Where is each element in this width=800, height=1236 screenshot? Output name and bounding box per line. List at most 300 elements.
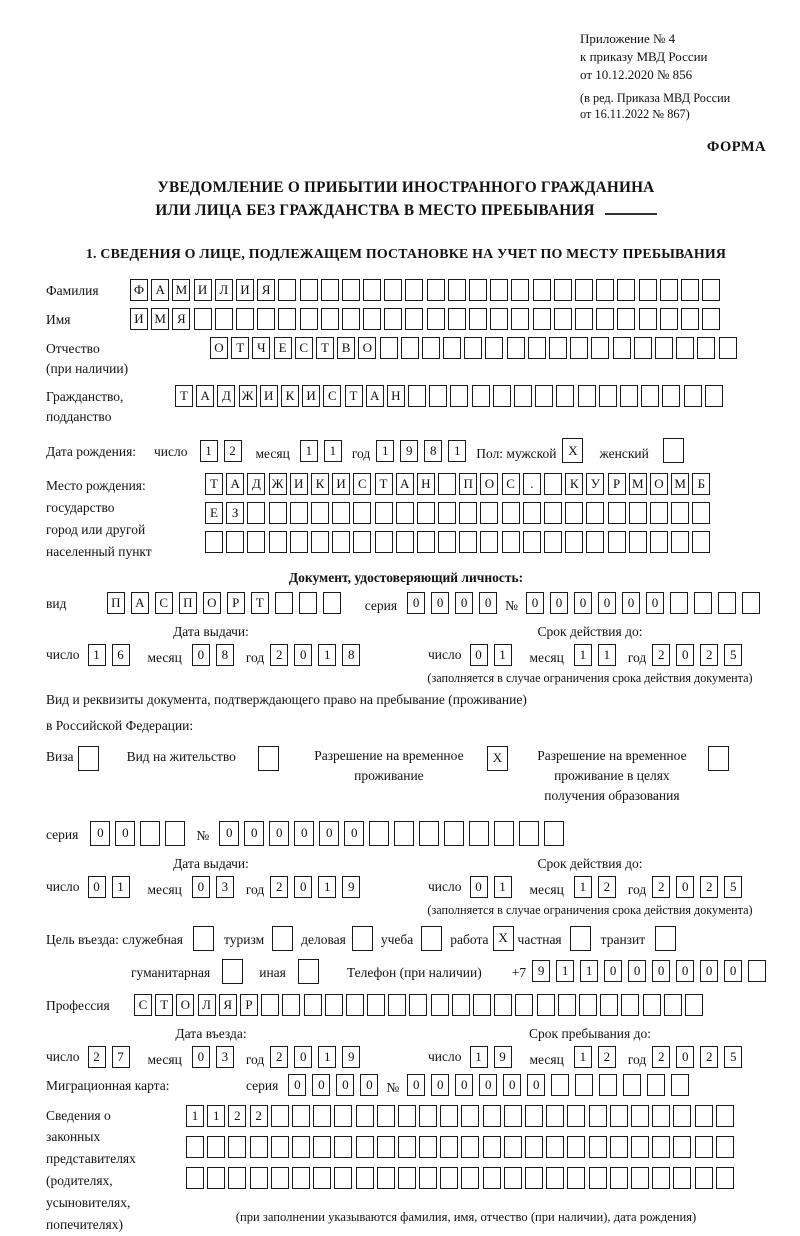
- char-box[interactable]: 0: [646, 592, 664, 614]
- char-box[interactable]: [558, 994, 576, 1016]
- purpose-tourism-checkbox[interactable]: [272, 926, 293, 951]
- char-box[interactable]: О: [203, 592, 221, 614]
- char-box[interactable]: [748, 960, 766, 982]
- char-box[interactable]: [377, 1136, 395, 1158]
- char-box[interactable]: [719, 337, 737, 359]
- purpose-other-checkbox[interactable]: [298, 959, 319, 984]
- char-box[interactable]: Н: [417, 473, 435, 495]
- char-box[interactable]: [643, 994, 661, 1016]
- char-box[interactable]: 2: [700, 1046, 718, 1068]
- char-box[interactable]: [353, 531, 371, 553]
- char-box[interactable]: [334, 1136, 352, 1158]
- doc-kind-boxes[interactable]: [107, 592, 347, 614]
- purpose-private-checkbox[interactable]: [570, 926, 591, 951]
- valid-year-boxes[interactable]: [652, 644, 748, 666]
- char-box[interactable]: [570, 337, 588, 359]
- char-box[interactable]: [533, 308, 551, 330]
- char-box[interactable]: [631, 1105, 649, 1127]
- char-box[interactable]: 9: [494, 1046, 512, 1068]
- char-box[interactable]: [586, 531, 604, 553]
- stay-year-boxes[interactable]: [652, 1046, 748, 1068]
- char-box[interactable]: 0: [550, 592, 568, 614]
- char-box[interactable]: [427, 308, 445, 330]
- char-box[interactable]: 1: [494, 876, 512, 898]
- char-box[interactable]: 9: [342, 1046, 360, 1068]
- char-box[interactable]: Д: [247, 473, 265, 495]
- char-box[interactable]: [278, 308, 296, 330]
- char-box[interactable]: [533, 279, 551, 301]
- char-box[interactable]: И: [194, 279, 212, 301]
- char-box[interactable]: [490, 308, 508, 330]
- char-box[interactable]: [396, 531, 414, 553]
- char-box[interactable]: 0: [431, 592, 449, 614]
- char-box[interactable]: 0: [269, 821, 289, 846]
- char-box[interactable]: [398, 1136, 416, 1158]
- char-box[interactable]: О: [176, 994, 194, 1016]
- char-box[interactable]: [429, 385, 447, 407]
- entry-day-boxes[interactable]: [88, 1046, 136, 1068]
- char-box[interactable]: [610, 1105, 628, 1127]
- char-box[interactable]: X: [562, 438, 583, 463]
- char-box[interactable]: 0: [115, 821, 135, 846]
- char-box[interactable]: [671, 531, 689, 553]
- char-box[interactable]: 1: [186, 1105, 204, 1127]
- char-box[interactable]: 1: [574, 1046, 592, 1068]
- char-box[interactable]: [332, 531, 350, 553]
- char-box[interactable]: [525, 1167, 543, 1189]
- char-box[interactable]: В: [337, 337, 355, 359]
- temp-residence-checkbox[interactable]: [487, 746, 508, 771]
- char-box[interactable]: Т: [345, 385, 363, 407]
- char-box[interactable]: [652, 1105, 670, 1127]
- char-box[interactable]: [384, 279, 402, 301]
- char-box[interactable]: 0: [604, 960, 622, 982]
- char-box[interactable]: [405, 279, 423, 301]
- char-box[interactable]: [629, 502, 647, 524]
- char-box[interactable]: 0: [192, 1046, 210, 1068]
- char-box[interactable]: 0: [479, 592, 497, 614]
- char-box[interactable]: [490, 279, 508, 301]
- char-box[interactable]: [483, 1136, 501, 1158]
- char-box[interactable]: 9: [400, 440, 418, 462]
- char-box[interactable]: [421, 926, 442, 951]
- char-box[interactable]: [388, 994, 406, 1016]
- char-box[interactable]: [459, 502, 477, 524]
- char-box[interactable]: [228, 1167, 246, 1189]
- char-box[interactable]: 2: [598, 1046, 616, 1068]
- purpose-transit-checkbox[interactable]: [655, 926, 676, 951]
- char-box[interactable]: [716, 1167, 734, 1189]
- char-box[interactable]: Р: [608, 473, 626, 495]
- char-box[interactable]: [215, 308, 233, 330]
- char-box[interactable]: А: [196, 385, 214, 407]
- char-box[interactable]: 2: [270, 644, 288, 666]
- char-box[interactable]: 0: [527, 1074, 545, 1096]
- char-box[interactable]: [311, 502, 329, 524]
- char-box[interactable]: [702, 308, 720, 330]
- char-box[interactable]: [567, 1167, 585, 1189]
- char-box[interactable]: [313, 1136, 331, 1158]
- char-box[interactable]: 8: [216, 644, 234, 666]
- char-box[interactable]: [292, 1105, 310, 1127]
- surname-boxes[interactable]: [130, 279, 723, 301]
- char-box[interactable]: [485, 337, 503, 359]
- char-box[interactable]: [621, 994, 639, 1016]
- char-box[interactable]: 0: [344, 821, 364, 846]
- char-box[interactable]: [515, 994, 533, 1016]
- representatives-boxes-1[interactable]: [186, 1105, 737, 1127]
- char-box[interactable]: 1: [574, 644, 592, 666]
- char-box[interactable]: [589, 1167, 607, 1189]
- char-box[interactable]: [544, 473, 562, 495]
- char-box[interactable]: 1: [300, 440, 318, 462]
- char-box[interactable]: [165, 821, 185, 846]
- char-box[interactable]: [369, 821, 389, 846]
- char-box[interactable]: [440, 1167, 458, 1189]
- char-box[interactable]: [398, 1167, 416, 1189]
- birth-year-boxes[interactable]: [376, 440, 472, 462]
- char-box[interactable]: 0: [470, 644, 488, 666]
- char-box[interactable]: [398, 1105, 416, 1127]
- char-box[interactable]: 0: [431, 1074, 449, 1096]
- char-box[interactable]: [620, 385, 638, 407]
- valid-month-boxes[interactable]: [574, 876, 622, 898]
- char-box[interactable]: [298, 959, 319, 984]
- valid-year-boxes[interactable]: [652, 876, 748, 898]
- char-box[interactable]: [461, 1136, 479, 1158]
- char-box[interactable]: [342, 279, 360, 301]
- char-box[interactable]: Ф: [130, 279, 148, 301]
- char-box[interactable]: [610, 1136, 628, 1158]
- char-box[interactable]: Б: [692, 473, 710, 495]
- char-box[interactable]: 0: [676, 644, 694, 666]
- char-box[interactable]: [718, 592, 736, 614]
- char-box[interactable]: С: [134, 994, 152, 1016]
- char-box[interactable]: [272, 926, 293, 951]
- phone-boxes[interactable]: [532, 960, 772, 982]
- char-box[interactable]: 0: [319, 821, 339, 846]
- char-box[interactable]: [440, 1136, 458, 1158]
- char-box[interactable]: [313, 1167, 331, 1189]
- char-box[interactable]: [205, 531, 223, 553]
- char-box[interactable]: [469, 279, 487, 301]
- char-box[interactable]: [511, 279, 529, 301]
- birth-month-boxes[interactable]: [300, 440, 348, 462]
- char-box[interactable]: [631, 1167, 649, 1189]
- char-box[interactable]: [596, 308, 614, 330]
- char-box[interactable]: [346, 994, 364, 1016]
- char-box[interactable]: [313, 1105, 331, 1127]
- char-box[interactable]: [655, 926, 676, 951]
- char-box[interactable]: [186, 1136, 204, 1158]
- char-box[interactable]: [578, 385, 596, 407]
- char-box[interactable]: [494, 821, 514, 846]
- char-box[interactable]: 0: [294, 644, 312, 666]
- char-box[interactable]: Т: [231, 337, 249, 359]
- char-box[interactable]: [448, 308, 466, 330]
- char-box[interactable]: [483, 1105, 501, 1127]
- char-box[interactable]: [608, 531, 626, 553]
- char-box[interactable]: [692, 531, 710, 553]
- char-box[interactable]: [356, 1136, 374, 1158]
- char-box[interactable]: [417, 531, 435, 553]
- char-box[interactable]: [304, 994, 322, 1016]
- char-box[interactable]: [275, 592, 293, 614]
- char-box[interactable]: [472, 385, 490, 407]
- char-box[interactable]: [575, 308, 593, 330]
- char-box[interactable]: [207, 1167, 225, 1189]
- char-box[interactable]: [473, 994, 491, 1016]
- char-box[interactable]: 0: [724, 960, 742, 982]
- char-box[interactable]: 1: [598, 644, 616, 666]
- char-box[interactable]: [549, 337, 567, 359]
- char-box[interactable]: [222, 959, 243, 984]
- char-box[interactable]: [282, 994, 300, 1016]
- citizenship-boxes[interactable]: [175, 385, 726, 407]
- char-box[interactable]: [396, 502, 414, 524]
- char-box[interactable]: Л: [215, 279, 233, 301]
- char-box[interactable]: [290, 502, 308, 524]
- char-box[interactable]: [600, 994, 618, 1016]
- char-box[interactable]: [565, 531, 583, 553]
- char-box[interactable]: [671, 1074, 689, 1096]
- char-box[interactable]: [502, 502, 520, 524]
- char-box[interactable]: 0: [455, 592, 473, 614]
- char-box[interactable]: [356, 1167, 374, 1189]
- char-box[interactable]: [631, 1136, 649, 1158]
- char-box[interactable]: [334, 1105, 352, 1127]
- char-box[interactable]: 9: [342, 876, 360, 898]
- char-box[interactable]: [332, 502, 350, 524]
- char-box[interactable]: [570, 926, 591, 951]
- char-box[interactable]: 2: [652, 644, 670, 666]
- char-box[interactable]: 0: [88, 876, 106, 898]
- char-box[interactable]: С: [295, 337, 313, 359]
- char-box[interactable]: [589, 1136, 607, 1158]
- char-box[interactable]: 1: [580, 960, 598, 982]
- char-box[interactable]: 1: [112, 876, 130, 898]
- char-box[interactable]: [650, 531, 668, 553]
- char-box[interactable]: [226, 531, 244, 553]
- char-box[interactable]: Я: [257, 279, 275, 301]
- char-box[interactable]: Т: [175, 385, 193, 407]
- char-box[interactable]: 0: [360, 1074, 378, 1096]
- char-box[interactable]: Т: [205, 473, 223, 495]
- char-box[interactable]: [247, 531, 265, 553]
- char-box[interactable]: Р: [240, 994, 258, 1016]
- char-box[interactable]: [417, 502, 435, 524]
- char-box[interactable]: [535, 385, 553, 407]
- char-box[interactable]: 0: [676, 960, 694, 982]
- char-box[interactable]: И: [236, 279, 254, 301]
- char-box[interactable]: 0: [652, 960, 670, 982]
- char-box[interactable]: [405, 308, 423, 330]
- char-box[interactable]: 1: [494, 644, 512, 666]
- char-box[interactable]: 1: [318, 644, 336, 666]
- char-box[interactable]: [663, 438, 684, 463]
- char-box[interactable]: [575, 1074, 593, 1096]
- char-box[interactable]: 1: [318, 1046, 336, 1068]
- char-box[interactable]: [78, 746, 99, 771]
- char-box[interactable]: С: [502, 473, 520, 495]
- char-box[interactable]: [610, 1167, 628, 1189]
- char-box[interactable]: [567, 1136, 585, 1158]
- char-box[interactable]: З: [226, 502, 244, 524]
- char-box[interactable]: А: [151, 279, 169, 301]
- char-box[interactable]: [394, 821, 414, 846]
- char-box[interactable]: [575, 279, 593, 301]
- char-box[interactable]: [579, 994, 597, 1016]
- char-box[interactable]: Ж: [269, 473, 287, 495]
- stay-day-boxes[interactable]: [470, 1046, 518, 1068]
- char-box[interactable]: 8: [424, 440, 442, 462]
- char-box[interactable]: [493, 385, 511, 407]
- char-box[interactable]: [567, 1105, 585, 1127]
- char-box[interactable]: [321, 279, 339, 301]
- char-box[interactable]: [504, 1167, 522, 1189]
- char-box[interactable]: Т: [375, 473, 393, 495]
- char-box[interactable]: [408, 385, 426, 407]
- char-box[interactable]: И: [332, 473, 350, 495]
- char-box[interactable]: [652, 1167, 670, 1189]
- char-box[interactable]: [250, 1167, 268, 1189]
- char-box[interactable]: [685, 994, 703, 1016]
- char-box[interactable]: [670, 592, 688, 614]
- char-box[interactable]: [261, 994, 279, 1016]
- char-box[interactable]: [681, 279, 699, 301]
- char-box[interactable]: X: [493, 926, 514, 951]
- char-box[interactable]: К: [565, 473, 583, 495]
- char-box[interactable]: Т: [251, 592, 269, 614]
- char-box[interactable]: 2: [700, 876, 718, 898]
- char-box[interactable]: [528, 337, 546, 359]
- purpose-study-checkbox[interactable]: [421, 926, 442, 951]
- char-box[interactable]: [695, 1167, 713, 1189]
- char-box[interactable]: 1: [556, 960, 574, 982]
- char-box[interactable]: 1: [207, 1105, 225, 1127]
- valid-day-boxes[interactable]: [470, 876, 518, 898]
- char-box[interactable]: [591, 337, 609, 359]
- char-box[interactable]: 0: [526, 592, 544, 614]
- char-box[interactable]: 0: [622, 592, 640, 614]
- char-box[interactable]: [613, 337, 631, 359]
- char-box[interactable]: 1: [324, 440, 342, 462]
- char-box[interactable]: [650, 502, 668, 524]
- char-box[interactable]: 2: [270, 1046, 288, 1068]
- char-box[interactable]: М: [629, 473, 647, 495]
- issue-day-boxes[interactable]: [88, 876, 136, 898]
- stay-month-boxes[interactable]: [574, 1046, 622, 1068]
- char-box[interactable]: [480, 531, 498, 553]
- char-box[interactable]: [452, 994, 470, 1016]
- char-box[interactable]: [419, 1105, 437, 1127]
- char-box[interactable]: [300, 279, 318, 301]
- char-box[interactable]: [673, 1167, 691, 1189]
- char-box[interactable]: [377, 1105, 395, 1127]
- char-box[interactable]: 1: [376, 440, 394, 462]
- char-box[interactable]: С: [323, 385, 341, 407]
- char-box[interactable]: [419, 1167, 437, 1189]
- char-box[interactable]: [228, 1136, 246, 1158]
- char-box[interactable]: [409, 994, 427, 1016]
- char-box[interactable]: [461, 1167, 479, 1189]
- char-box[interactable]: 1: [318, 876, 336, 898]
- char-box[interactable]: 0: [192, 876, 210, 898]
- char-box[interactable]: [431, 994, 449, 1016]
- profession-boxes[interactable]: [134, 994, 706, 1016]
- char-box[interactable]: [507, 337, 525, 359]
- char-box[interactable]: [660, 308, 678, 330]
- char-box[interactable]: Р: [227, 592, 245, 614]
- char-box[interactable]: [448, 279, 466, 301]
- char-box[interactable]: [554, 308, 572, 330]
- char-box[interactable]: [438, 502, 456, 524]
- char-box[interactable]: 0: [294, 1046, 312, 1068]
- char-box[interactable]: И: [302, 385, 320, 407]
- residence-series-boxes[interactable]: [90, 821, 190, 846]
- char-box[interactable]: 0: [294, 821, 314, 846]
- char-box[interactable]: Д: [217, 385, 235, 407]
- char-box[interactable]: [565, 502, 583, 524]
- char-box[interactable]: [292, 1167, 310, 1189]
- char-box[interactable]: [599, 385, 617, 407]
- char-box[interactable]: О: [480, 473, 498, 495]
- char-box[interactable]: [271, 1105, 289, 1127]
- char-box[interactable]: [440, 1105, 458, 1127]
- char-box[interactable]: [367, 994, 385, 1016]
- issue-year-boxes[interactable]: [270, 644, 366, 666]
- char-box[interactable]: [401, 337, 419, 359]
- char-box[interactable]: [546, 1136, 564, 1158]
- char-box[interactable]: 0: [407, 1074, 425, 1096]
- char-box[interactable]: [662, 385, 680, 407]
- char-box[interactable]: [702, 279, 720, 301]
- char-box[interactable]: А: [226, 473, 244, 495]
- char-box[interactable]: [511, 308, 529, 330]
- char-box[interactable]: [551, 1074, 569, 1096]
- char-box[interactable]: [257, 308, 275, 330]
- char-box[interactable]: [694, 592, 712, 614]
- char-box[interactable]: 0: [598, 592, 616, 614]
- issue-year-boxes[interactable]: [270, 876, 366, 898]
- birth-place-boxes-1[interactable]: [205, 473, 714, 495]
- birth-place-boxes-3[interactable]: [205, 531, 714, 553]
- char-box[interactable]: 2: [250, 1105, 268, 1127]
- residence-permit-checkbox[interactable]: [258, 746, 279, 771]
- char-box[interactable]: [419, 821, 439, 846]
- char-box[interactable]: [617, 279, 635, 301]
- birth-day-boxes[interactable]: [200, 440, 248, 462]
- char-box[interactable]: [673, 1105, 691, 1127]
- char-box[interactable]: 0: [455, 1074, 473, 1096]
- char-box[interactable]: 0: [312, 1074, 330, 1096]
- char-box[interactable]: [586, 502, 604, 524]
- char-box[interactable]: [623, 1074, 641, 1096]
- char-box[interactable]: [353, 502, 371, 524]
- char-box[interactable]: 6: [112, 644, 130, 666]
- char-box[interactable]: [647, 1074, 665, 1096]
- char-box[interactable]: 1: [448, 440, 466, 462]
- char-box[interactable]: [334, 1167, 352, 1189]
- char-box[interactable]: [377, 1167, 395, 1189]
- char-box[interactable]: 2: [224, 440, 242, 462]
- char-box[interactable]: 1: [574, 876, 592, 898]
- char-box[interactable]: А: [131, 592, 149, 614]
- char-box[interactable]: [450, 385, 468, 407]
- char-box[interactable]: 7: [112, 1046, 130, 1068]
- char-box[interactable]: [292, 1136, 310, 1158]
- char-box[interactable]: 0: [407, 592, 425, 614]
